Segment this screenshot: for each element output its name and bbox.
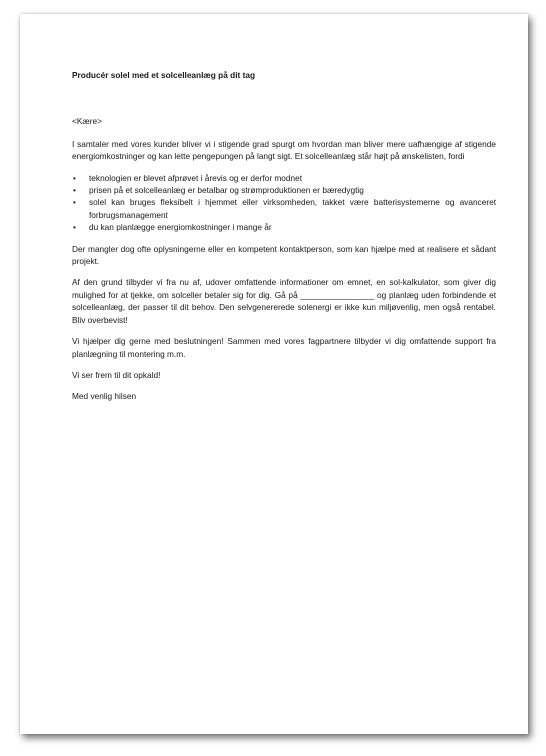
bullet-icon: • (73, 172, 76, 183)
document-content (72, 69, 496, 412)
paragraph-missing-info: Der mangler dog ofte oplysningerne eller en kompetent kontaktperson, som kan hjælpe med at realisere et sådant projekt. (72, 243, 496, 267)
intro-paragraph: I samtaler med vores kunder bliver vi i stigende grad spurgt om hvordan man bliver mere uafhængige af stigende energiomkostninger og kan lette pengepungen på langt sigt. Et solcelleanlæg står højt på ønskelisten, fordi (72, 138, 496, 162)
list-item-text: du kan planlægge energiomkostninger i mange år (89, 222, 272, 233)
salutation: <Kære> (72, 116, 102, 127)
paragraph-support: Vi hjælper dig gerne med beslutningen! Sammen med vores fagpartnere tilbyder vi dig omfattende support fra planlægning til montering m.m. (72, 336, 496, 359)
bullet-icon: • (73, 222, 76, 233)
document-page (20, 14, 528, 734)
list-item-text: prisen på et solcelleanlæg er betalbar og strømproduktionen er bæredygtig (89, 185, 364, 196)
list-item (73, 221, 496, 233)
paragraph-call-to-action: Vi ser frem til dit opkald! (72, 369, 161, 380)
list-item (73, 184, 496, 196)
list-item-text: teknologien er blevet afprøvet i årevis og er derfor modnet (89, 172, 303, 183)
list-item (73, 172, 496, 184)
closing-line: Med venlig hilsen (72, 391, 137, 402)
paragraph-calculator-offer: Af den grund tilbyder vi fra nu af, udover omfattende informationer om emnet, en sol-kalkulator, som giver dig mulighed for at tjekke, om solceller betaler sig for dig. Gå på ________________ og planlæg uden forbindende et solcelleanlæg, der passer til dit behov. Den selvgenererede solenergi er ikke kun miljøvenlig, men også rentabel. Bliv overbevist! (72, 277, 496, 325)
list-item (73, 196, 496, 221)
bullet-icon: • (73, 197, 76, 208)
document-title: Producér solel med et solcelleanlæg på dit tag (72, 70, 256, 80)
bullet-icon: • (73, 185, 76, 196)
benefits-list (72, 172, 496, 234)
list-item-text: solel kan bruges fleksibelt i hjemmet eller virksomheden, takket være batterisystemerne og avanceret forbrugsmanagement (89, 197, 496, 220)
